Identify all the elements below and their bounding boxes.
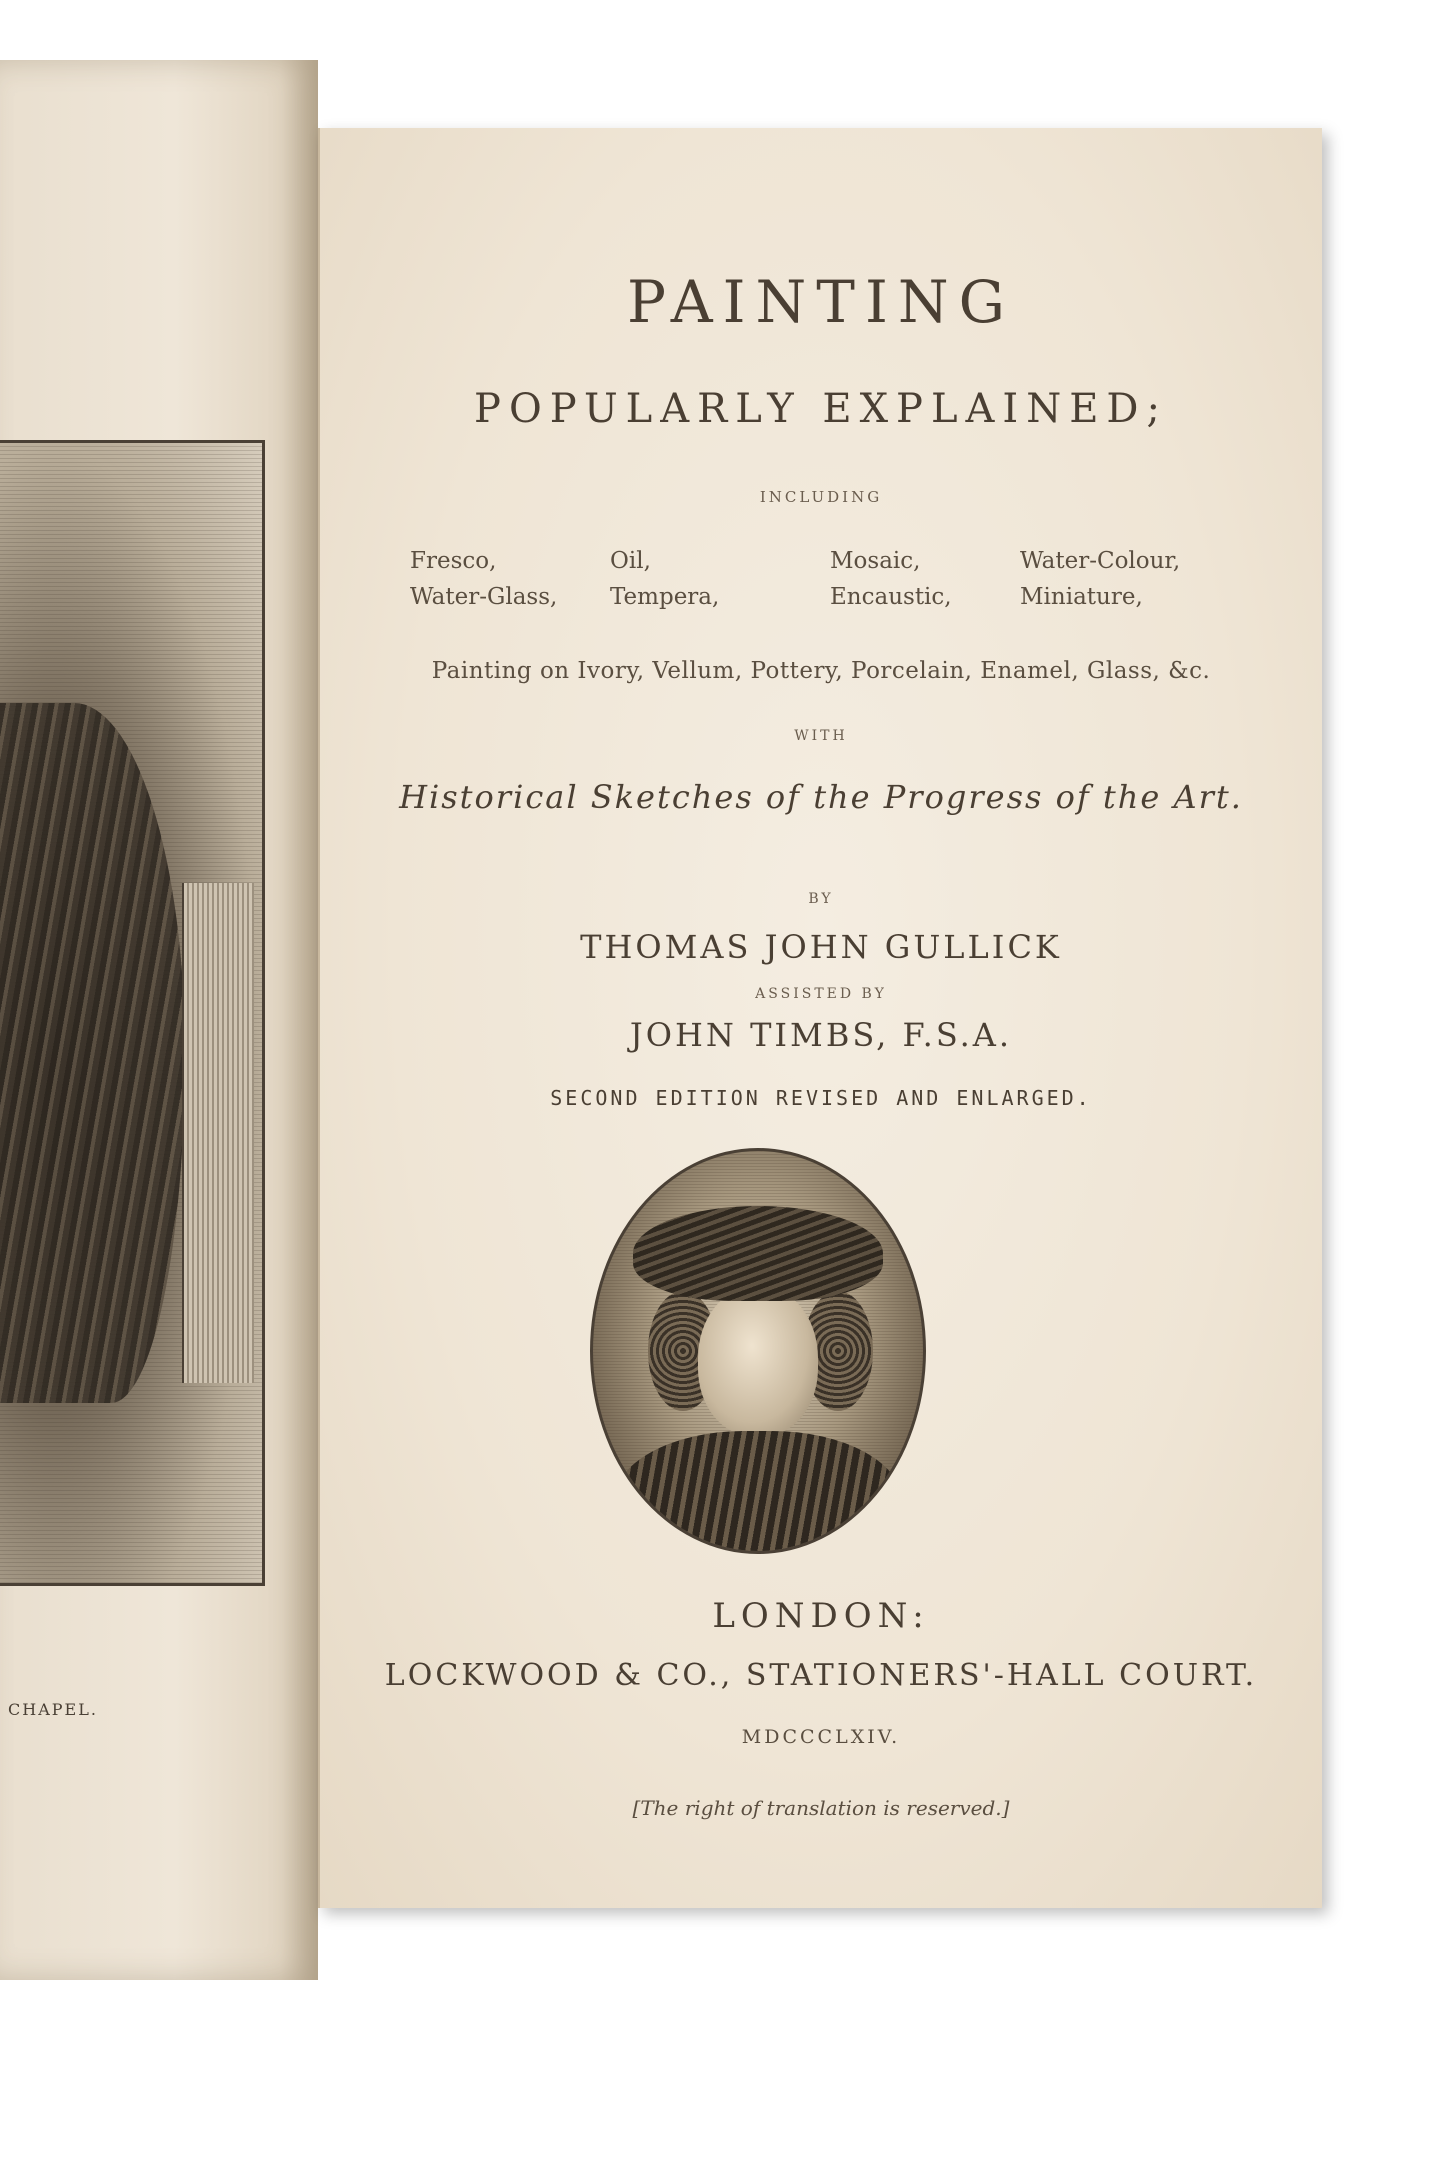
media-item: Tempera,: [610, 584, 720, 610]
title-page: [318, 128, 1322, 1908]
assisted-by-label: ASSISTED BY: [755, 986, 887, 1002]
imprint-publisher: LOCKWOOD & CO., STATIONERS'-HALL COURT.: [384, 1658, 1258, 1693]
media-item: Miniature,: [1020, 584, 1143, 610]
portrait-engraving: [590, 1148, 926, 1554]
assistant-name: JOHN TIMBS, F.S.A.: [629, 1016, 1013, 1054]
portrait-face: [698, 1286, 818, 1436]
frontispiece-page: [0, 60, 318, 1980]
media-column: [830, 543, 952, 615]
media-item: Encaustic,: [830, 584, 952, 610]
including-label: INCLUDING: [759, 488, 883, 506]
media-list: [410, 543, 1230, 623]
media-column: [1020, 543, 1180, 615]
engraving-drapery: [0, 703, 185, 1403]
with-label: WITH: [794, 728, 848, 744]
plate-caption: CHAPEL.: [8, 1700, 98, 1719]
portrait-hat: [633, 1206, 883, 1301]
media-item: Mosaic,: [830, 548, 921, 574]
by-label: BY: [808, 891, 834, 907]
imprint-year: MDCCCLXIV.: [741, 1726, 901, 1748]
media-column: [410, 543, 557, 615]
book-title: PAINTING: [627, 268, 1015, 336]
media-column: [610, 543, 719, 615]
frontispiece-engraving: [0, 440, 265, 1586]
rights-notice: [The right of translation is reserved.]: [632, 1796, 1010, 1820]
book-subtitle: POPULARLY EXPLAINED;: [474, 386, 1168, 432]
surfaces-line: Painting on Ivory, Vellum, Pottery, Porcelain, Enamel, Glass, &c.: [431, 658, 1211, 684]
media-item: Oil,: [610, 548, 651, 574]
portrait-coat: [613, 1431, 903, 1554]
engraving-pedestal: [182, 883, 254, 1383]
media-item: Fresco,: [410, 548, 497, 574]
historical-sketches-line: Historical Sketches of the Progress of the Art.: [399, 778, 1243, 816]
imprint-city: LONDON:: [712, 1596, 930, 1636]
edition-line: SECOND EDITION REVISED AND ENLARGED.: [550, 1086, 1092, 1110]
author-name: THOMAS JOHN GULLICK: [580, 928, 1062, 966]
media-item: Water-Colour,: [1020, 548, 1181, 574]
media-item: Water-Glass,: [410, 584, 558, 610]
